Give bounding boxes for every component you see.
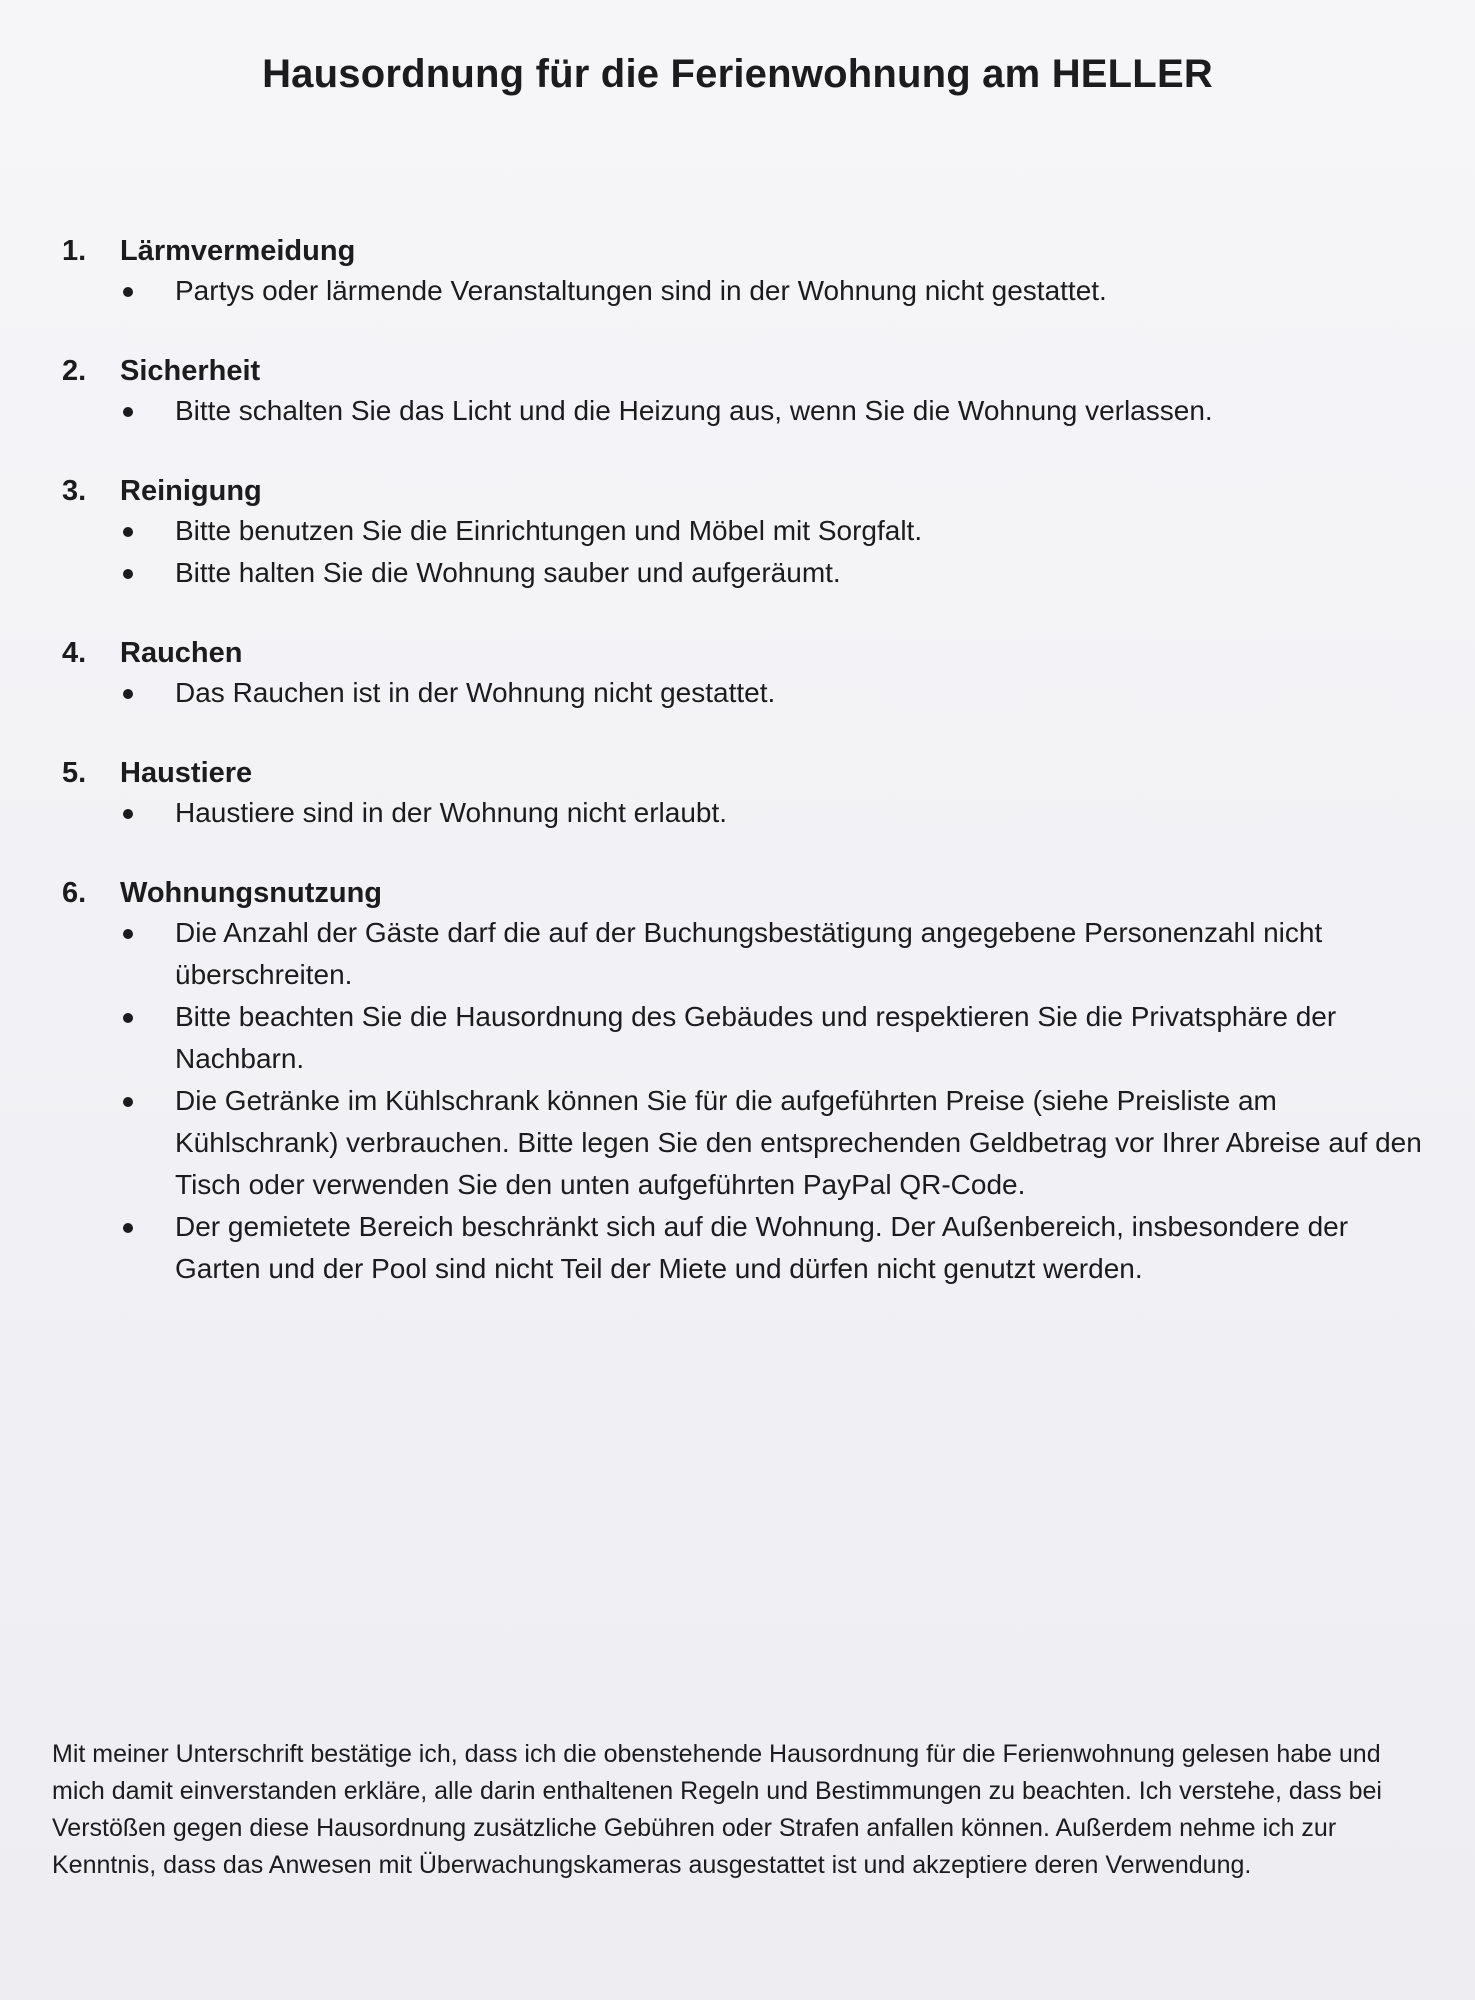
bullet-list: [62, 270, 1432, 312]
bullet-item: Bitte benutzen Sie die Einrichtungen und Möbel mit Sorgfalt.: [120, 510, 1432, 552]
section-heading: Lärmvermeidung: [120, 235, 356, 267]
section-number: 4.: [62, 637, 87, 669]
section-heading-row: [62, 472, 1432, 510]
document-title: Hausordnung für die Ferienwohnung am HELLER: [262, 52, 1213, 96]
rules-list: [62, 232, 1432, 1330]
acknowledgement-paragraph: Mit meiner Unterschrift bestätige ich, dass ich die obenstehende Hausordnung für die Ferienwohnung gelesen habe und mich damit einverstanden erkläre, alle darin enthaltenen Regeln und Bestimmungen zu beachten. Ich verstehe, dass bei Verstößen gegen diese Hausordnung zusätzliche Gebühren oder Strafen anfallen können. Außerdem nehme ich zur Kenntnis, dass das Anwesen mit Überwachungskameras ausgestattet ist und akzeptiere deren Verwendung.: [52, 1740, 1382, 1879]
bullet-item: Partys oder lärmende Veranstaltungen sind in der Wohnung nicht gestattet.: [120, 270, 1432, 312]
rule-section-usage: [62, 874, 1432, 1290]
bullet-item: Bitte halten Sie die Wohnung sauber und aufgeräumt.: [120, 552, 1432, 594]
section-heading: Haustiere: [120, 757, 253, 789]
bullet-item: Die Getränke im Kühlschrank können Sie für die aufgeführten Preise (siehe Preisliste am Kühlschrank) verbrauchen. Bitte legen Sie den entsprechenden Geldbetrag vor Ihrer Abreise auf den Tisch oder verwenden Sie den unten aufgeführten PayPal QR-Code.: [120, 1080, 1432, 1206]
bullet-item: Die Anzahl der Gäste darf die auf der Buchungsbestätigung angegebene Personenzahl nicht überschreiten.: [120, 912, 1432, 996]
bullet-item: Haustiere sind in der Wohnung nicht erlaubt.: [120, 792, 1432, 834]
bullet-item: Bitte schalten Sie das Licht und die Heizung aus, wenn Sie die Wohnung verlassen.: [120, 390, 1432, 432]
rule-section-pets: [62, 754, 1432, 834]
section-heading: Rauchen: [120, 637, 243, 669]
section-heading-row: [62, 874, 1432, 912]
section-heading: Reinigung: [120, 475, 262, 507]
bullet-list: [62, 672, 1432, 714]
bullet-list: [62, 390, 1432, 432]
rule-section-cleaning: [62, 472, 1432, 594]
bullet-item: Der gemietete Bereich beschränkt sich auf die Wohnung. Der Außenbereich, insbesondere der Garten und der Pool sind nicht Teil der Miete und dürfen nicht genutzt werden.: [120, 1206, 1432, 1290]
section-heading-row: [62, 232, 1432, 270]
section-number: 3.: [62, 475, 87, 507]
section-heading: Sicherheit: [120, 355, 261, 387]
section-number: 1.: [62, 235, 87, 267]
rule-section-safety: [62, 352, 1432, 432]
rule-section-smoking: [62, 634, 1432, 714]
bullet-list: [62, 912, 1432, 1290]
section-heading-row: [62, 352, 1432, 390]
section-number: 2.: [62, 355, 87, 387]
section-number: 5.: [62, 757, 87, 789]
section-number: 6.: [62, 877, 87, 909]
bullet-list: [62, 510, 1432, 594]
bullet-list: [62, 792, 1432, 834]
rule-section-noise: [62, 232, 1432, 312]
section-heading: Wohnungsnutzung: [120, 877, 382, 909]
bullet-item: Das Rauchen ist in der Wohnung nicht gestattet.: [120, 672, 1432, 714]
bullet-item: Bitte beachten Sie die Hausordnung des Gebäudes und respektieren Sie die Privatsphäre der Nachbarn.: [120, 996, 1432, 1080]
section-heading-row: [62, 634, 1432, 672]
section-heading-row: [62, 754, 1432, 792]
